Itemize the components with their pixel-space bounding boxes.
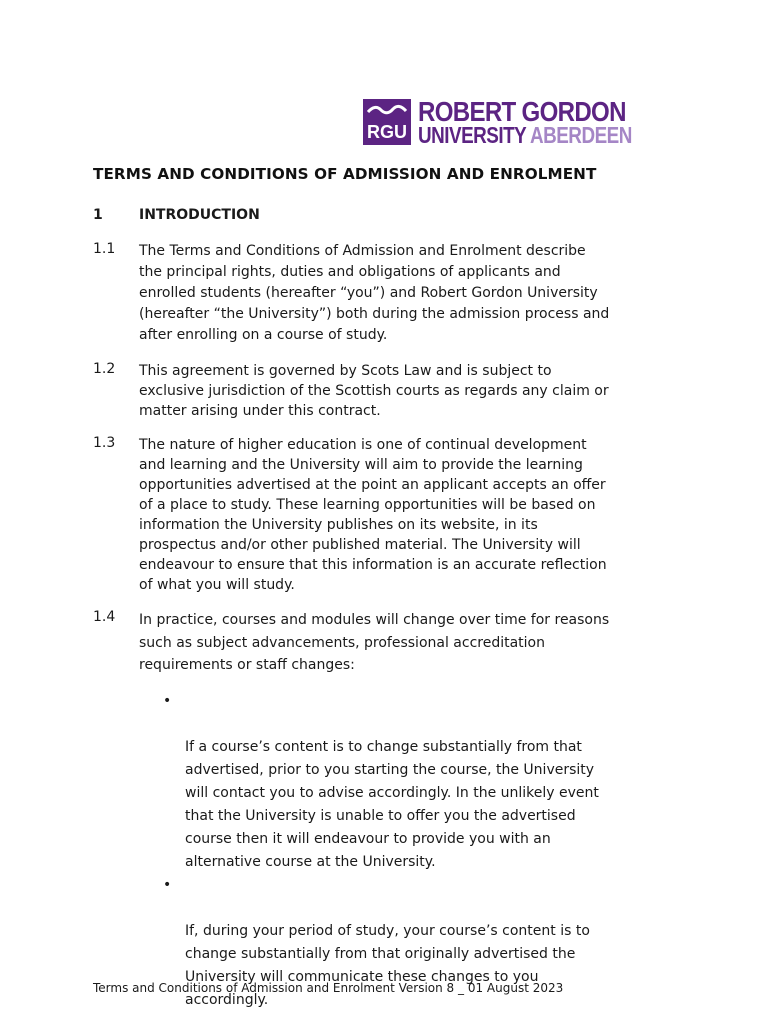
clause-number-1-4: 1.4: [93, 609, 116, 625]
bullet-text-1: If a course’s content is to change substantially from that advertised, prior to you starting the course, the University will contact you to advise accordingly. In the unlikely event that the University is unable to offer you the advertised course then it will endeavour to provide you with an alternative course at the University.: [185, 739, 599, 870]
logo-mark-text: RGU: [367, 122, 407, 142]
logo-word-aberdeen: ABERDEEN: [529, 122, 632, 148]
document-title: TERMS AND CONDITIONS OF ADMISSION AND ENROLMENT: [93, 165, 597, 183]
bullet-text-2: If, during your period of study, your course’s content is to change substantially from that originally advertised the University will communicate these changes to you accordingly.: [185, 923, 590, 1008]
section-title: INTRODUCTION: [139, 207, 260, 223]
rgu-logo-mark: [363, 99, 411, 145]
clause-text-1-2: This agreement is governed by Scots Law and is subject to exclusive jurisdiction of the Scottish courts as regards any claim or matter arising under this contract.: [139, 363, 609, 419]
bullet-icon: •: [163, 693, 172, 709]
clause-text-1-1: The Terms and Conditions of Admission and Enrolment describe the principal rights, duties and obligations of applicants and enrolled students (hereafter “you”) and Robert Gordon University (hereafter “the University”) both during the admission process and after enrolling on a course of study.: [139, 243, 610, 343]
page-footer: Terms and Conditions of Admission and Enrolment Version 8 _ 01 August 2023: [93, 981, 564, 995]
logo-line-robert-gordon: ROBERT GORDON: [418, 96, 626, 127]
bullet-list: [160, 690, 630, 1012]
clause-number-1-1: 1.1: [93, 241, 116, 257]
list-item: [160, 690, 630, 874]
bullet-icon: •: [163, 877, 172, 893]
logo-word-university: UNIVERSITY: [418, 122, 526, 148]
clause-text-1-4: In practice, courses and modules will change over time for reasons such as subject advancements, professional accreditation requirements or staff changes:: [139, 612, 610, 673]
section-number: 1: [93, 207, 103, 223]
clause-number-1-2: 1.2: [93, 361, 116, 377]
logo-line-university-aberdeen: [418, 122, 632, 149]
university-logo: [363, 98, 633, 148]
clause-number-1-3: 1.3: [93, 435, 116, 451]
clause-text-1-3: The nature of higher education is one of continual development and learning and the University will aim to provide the learning opportunities advertised at the point an applicant accepts an offer of a place to study. These learning opportunities will be based on information the University publishes on its website, in its prospectus and/or other published material. The University will endeavour to ensure that this information is an accurate reflection of what you will study.: [139, 437, 607, 593]
